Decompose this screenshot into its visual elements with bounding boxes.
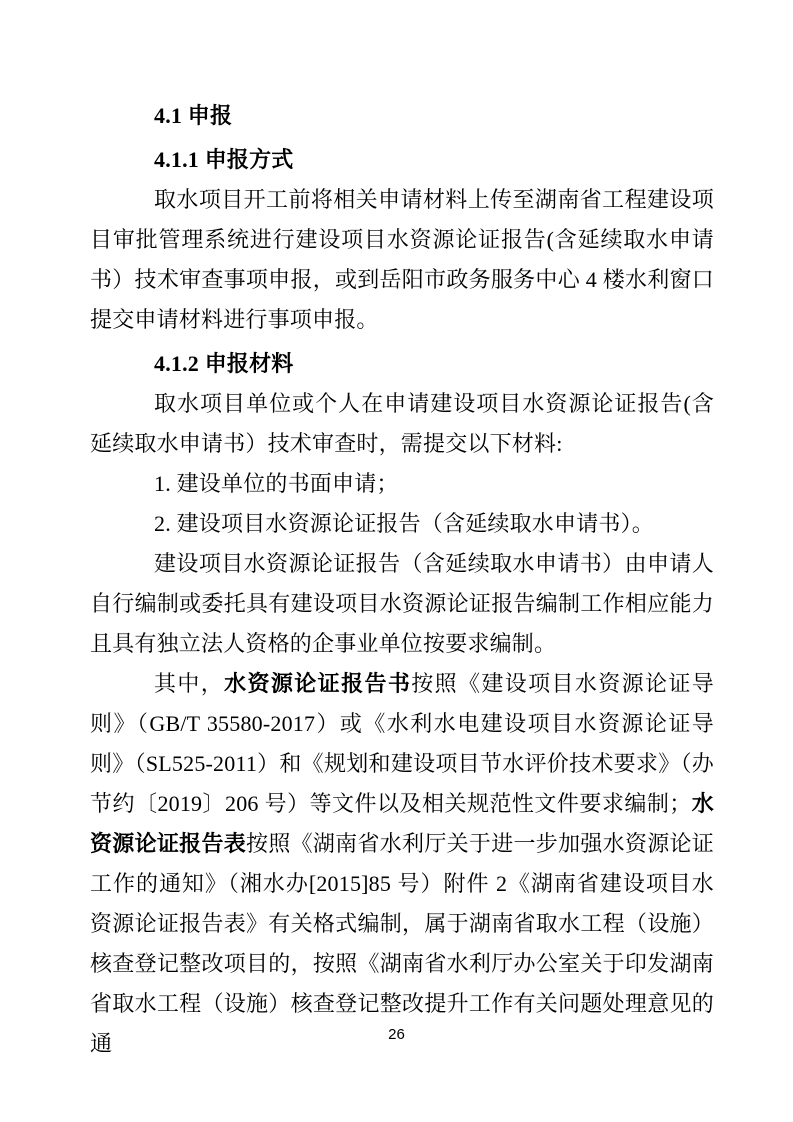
page-number: 26 (388, 1026, 405, 1043)
bold-text-run: 4.1 申报 (154, 103, 233, 128)
paragraph-compilation (90, 544, 714, 664)
bold-text-run: 水资源论证报告书 (224, 671, 412, 696)
bold-text-run: 4.1.1 申报方式 (154, 147, 294, 172)
text-run: 取水项目开工前将相关申请材料上传至湖南省工程建设项目审批管理系统进行建设项目水资源论证报告(含延续取水申请书）技术审查事项申报，或到岳阳市政务服务中心 4 楼水利窗口提交申请材料进行事项申报。 (90, 187, 714, 332)
text-run: 1. 建设单位的书面申请； (154, 471, 399, 496)
paragraph-standards (90, 664, 714, 1064)
text-run: 按照《建设项目水资源论证导则》（GB/T 35580-2017）或《水利水电建设项目水资源论证导则》（SL525-2011）和《规划和建设项目节水评价技术要求》（办节约〔2019〕206 号）等文件以及相关规范性文件要求编制； (90, 671, 714, 816)
text-run: 建设项目水资源论证报告（含延续取水申请书）由申请人自行编制或委托具有建设项目水资源论证报告编制工作相应能力且具有独立法人资格的企事业单位按要求编制。 (90, 551, 714, 656)
list-item-2 (90, 504, 714, 544)
text-run: 2. 建设项目水资源论证报告（含延续取水申请书）。 (154, 511, 655, 536)
bold-text-run: 水资源论证报告表 (90, 791, 714, 856)
bold-text-run: 4.1.2 申报材料 (154, 351, 294, 376)
paragraph-application-method (90, 180, 714, 340)
text-run: 按照《湖南省水利厅关于进一步加强水资源论证工作的通知》（湘水办[2015]85 号）附件 2《湖南省建设项目水资源论证报告表》有关格式编制，属于湖南省取水工程（设施）核查登记整改项目的，按照《湖南省水利厅办公室关于印发湖南省取水工程（设施）核查登记整改提升工作有关问题处理意见的通 (90, 831, 715, 1056)
list-item-1 (90, 464, 714, 504)
heading-4-1-2 (90, 344, 714, 384)
page-footer (0, 1024, 793, 1046)
text-run: 取水项目单位或个人在申请建设项目水资源论证报告(含延续取水申请书）技术审查时，需提交以下材料: (90, 391, 714, 456)
paragraph-materials-intro (90, 384, 714, 464)
text-run: 其中， (154, 671, 225, 696)
document-content (90, 96, 714, 1064)
heading-4-1 (90, 96, 714, 136)
heading-4-1-1 (90, 140, 714, 180)
